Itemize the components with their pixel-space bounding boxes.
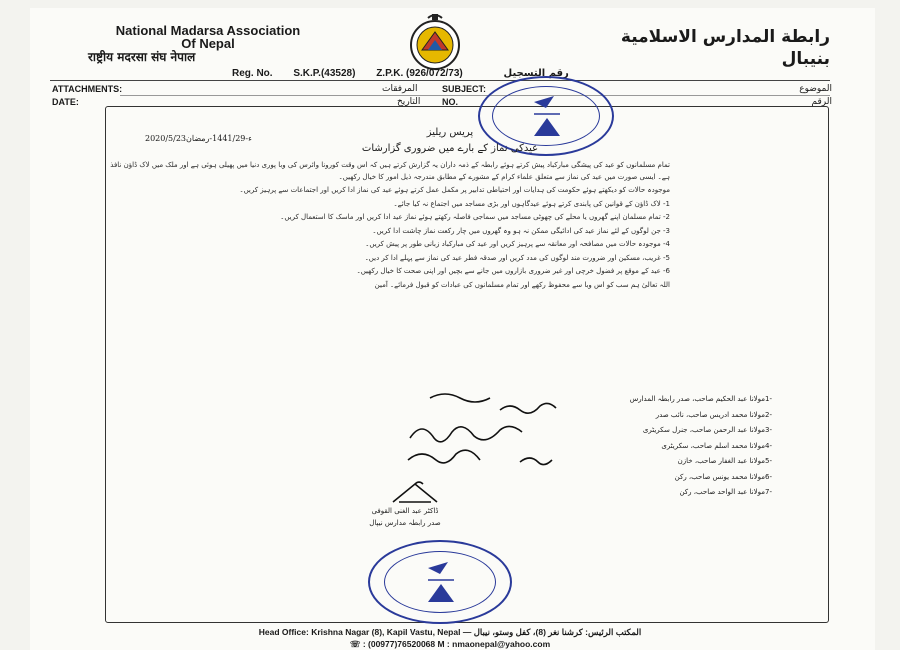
letterhead-footer: [130, 626, 770, 650]
org-name-english: [58, 24, 358, 50]
signatories-list: [440, 392, 785, 501]
date-label: DATE:: [52, 97, 79, 107]
signatory-row: 4- مولانا محمد اسلم صاحب، سکریٹری: [661, 441, 772, 450]
letter-title-line2: عیدکی نماز کے بارے میں ضروری گزارشات: [361, 143, 539, 154]
org-name-arabic-line1: رابطة المدارس الاسلامية: [620, 27, 830, 47]
letter-title-line1: پریس ریلیز: [426, 127, 474, 138]
org-name-hindi: राष्ट्रीय मदरसा संघ नेपाल: [88, 50, 196, 64]
reg-zpk: Z.P.K. (926/072/73): [376, 68, 463, 79]
org-logo: [394, 12, 476, 72]
paragraph: 4- موجودہ حالات میں مصافحہ اور معانقہ سے پرہیز کریں اور عید کی مبارکباد زبانی طور پر پیش کریں۔: [365, 240, 670, 248]
meta-row-attachments: [52, 84, 832, 94]
official-stamp-bottom: [368, 540, 512, 624]
attachments-label: ATTACHMENTS:: [52, 84, 123, 94]
paragraph: موجودہ حالات کو دیکھتے ہوئے حکومت کی ہدایات اور احتیاطی تدابیر پر مکمل عمل کرتے ہوئے عید کی نماز ادا کریں اور اجتماعات سے پرہیز کریں۔: [239, 186, 670, 194]
footer-address: Head Office: Krishna Nagar (8), Kapil Vastu, Nepal — المكتب الرئيس: كرشنا نغر (8)، كفل وستو، نيبال: [258, 627, 642, 637]
paragraph: 3- جن لوگوں کے لئے نماز عید کی ادائیگی ممکن نہ ہو وہ گھروں میں چار رکعت نماز چاشت ادا کریں۔: [372, 226, 670, 235]
no-arabic: الرقم: [811, 97, 832, 107]
org-name-arabic: [520, 26, 830, 70]
letter-title: [300, 125, 600, 157]
signatory-row: 7- مولانا عبد الواحد صاحب، رکن: [679, 488, 772, 496]
signatory-row: 3- مولانا عبد الرحمن صاحب، جنرل سکریٹری: [642, 426, 772, 434]
letter-date: 2020/5/23ء-1441/29-رمضان: [145, 134, 252, 143]
signer-signature: [385, 478, 455, 508]
subject-label: SUBJECT:: [442, 84, 487, 94]
paragraph: 2- تمام مسلمان اپنے گھروں یا محلے کی چھوٹی مساجد میں سماجی فاصلہ رکھتے ہوئے نماز عید ادا کریں اور ماسک کا استعمال کریں۔: [280, 213, 670, 221]
reg-label: Reg. No.: [232, 68, 273, 79]
signatory-row: 2- مولانا محمد ادریس صاحب، نائب صدر: [655, 410, 772, 419]
signer-title: صدر رابطہ مدارس نیپال: [369, 519, 441, 527]
paragraph: اللہ تعالیٰ ہم سب کو اس وبا سے محفوظ رکھے اور تمام مسلمانوں کی عبادات کو قبول فرمائے۔ آمین: [374, 280, 670, 289]
attachments-arabic: المرفقات: [382, 84, 418, 94]
paragraph: 5- غریب، مسکین اور ضرورت مند لوگوں کی مدد کریں اور صدقہ فطر عید کی نماز سے پہلے ادا کر دیں۔: [364, 253, 670, 262]
meta-rule-1: [120, 95, 830, 96]
paragraph: تمام مسلمانوں کو عید کی پیشگی مبارکباد پیش کرتے ہوئے رابطہ کے ذمہ داران یہ گزارش کرتے ہیں کہ اس وقت کورونا وائرس کی وبا پوری دنیا میں پھیلی ہوئی ہے اور ملک میں لاک ڈاؤن نافذ ہے۔ ایسی صورت میں عید کی نماز سے متعلق علماء کرام کے مشورے کے مطابق مندرجہ ذیل امور کا خیال رکھیں۔: [110, 161, 670, 181]
paragraph: 6- عید کے موقع پر فضول خرچی اور غیر ضروری بازاروں میں جانے سے بچیں اور اپنی صحت کا خیال رکھیں۔: [356, 267, 670, 275]
subject-arabic: الموضوع: [799, 84, 832, 94]
signer-name: ڈاکٹر عبد الغنی القوفی: [371, 507, 439, 515]
signatory-row: 1- مولانا عبد الحکیم صاحب، صدر رابطہ المدارس: [629, 395, 772, 403]
date-arabic: التاريخ: [397, 97, 421, 107]
org-name-english-line1: National Madarsa Association: [115, 23, 301, 38]
org-name-arabic-line2: بنيبال: [781, 49, 830, 69]
reg-spk: S.K.P.(43528): [293, 68, 356, 79]
org-name-english-line2: Of Nepal: [181, 36, 235, 51]
letter-body: [110, 160, 670, 293]
no-label: NO.: [442, 97, 459, 107]
signatory-row: 5- مولانا عبد الغفار صاحب، خازن: [677, 457, 772, 465]
signer-block: [330, 505, 480, 529]
footer-contact: ☏ : (00977)76520068 M : nmaonepal@yahoo.com: [349, 639, 551, 649]
signatory-row: 6- مولانا محمد یونس صاحب، رکن: [674, 472, 772, 481]
reg-arabic: رقم التسجيل: [503, 68, 569, 79]
header-rule: [50, 80, 830, 81]
paragraph: 1- لاک ڈاؤن کے قوانین کی پابندی کرتے ہوئے عیدگاہوں اور بڑی مساجد میں اجتماع نہ کیا جائے۔: [393, 199, 670, 208]
